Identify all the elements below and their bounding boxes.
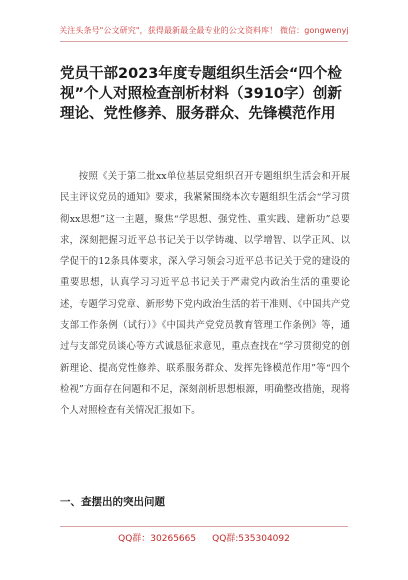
footer-qq-group-2: QQ群:535304092 (212, 534, 290, 544)
document-title: 党员干部2023年度专题组织生活会“四个检视”个人对照检查剖析材料（3910字）创新理论、党性修养、服务群众、先锋模范作用 (60, 66, 342, 122)
footer-divider (60, 526, 348, 527)
intro-paragraph: 按照《关于第二批xx单位基层党组织召开专题组织生活会和开展民主评议党员的通知》要求，我紧紧围绕本次专题组织生活会“学习贯彻xx思想”这一主题，聚焦“学思想、强党性、重实践、建新功”总要求，深刻把握习近平总书记关于以学铸魂、以学增智、以学正风、以学促干的12条具体要求，深入学习领会习近平总书记关于党的建设的重要思想，认真学习习近平总书记关于严肃党内政治生活的重要论述，专题学习党章、新形势下党内政治生活的若干准则、《中国共产党支部工作条例（试行）》《中国共产党党员教育管理工作条例》等，通过与支部党员谈心等方式诚恳征求意见，重点查找在“学习贯彻党的创新理论、提高党性修养、联系服务群众、发挥先锋模范作用”等“四个检视”方面存在问题和不足，深刻剖析思想根源，明确整改措施，现将个人对照检查有关情况汇报如下。 (60, 171, 350, 417)
header-promo-text: 关注头条号"公文研究"，获得最新最全最专业的公文资料库！ 微信：gongwenyj (59, 26, 349, 35)
footer (0, 531, 408, 544)
footer-qq-group-1: QQ群：30265665 (118, 534, 197, 544)
section-heading: 一、查摆出的突出问题 (60, 496, 165, 508)
header-divider (60, 41, 348, 42)
